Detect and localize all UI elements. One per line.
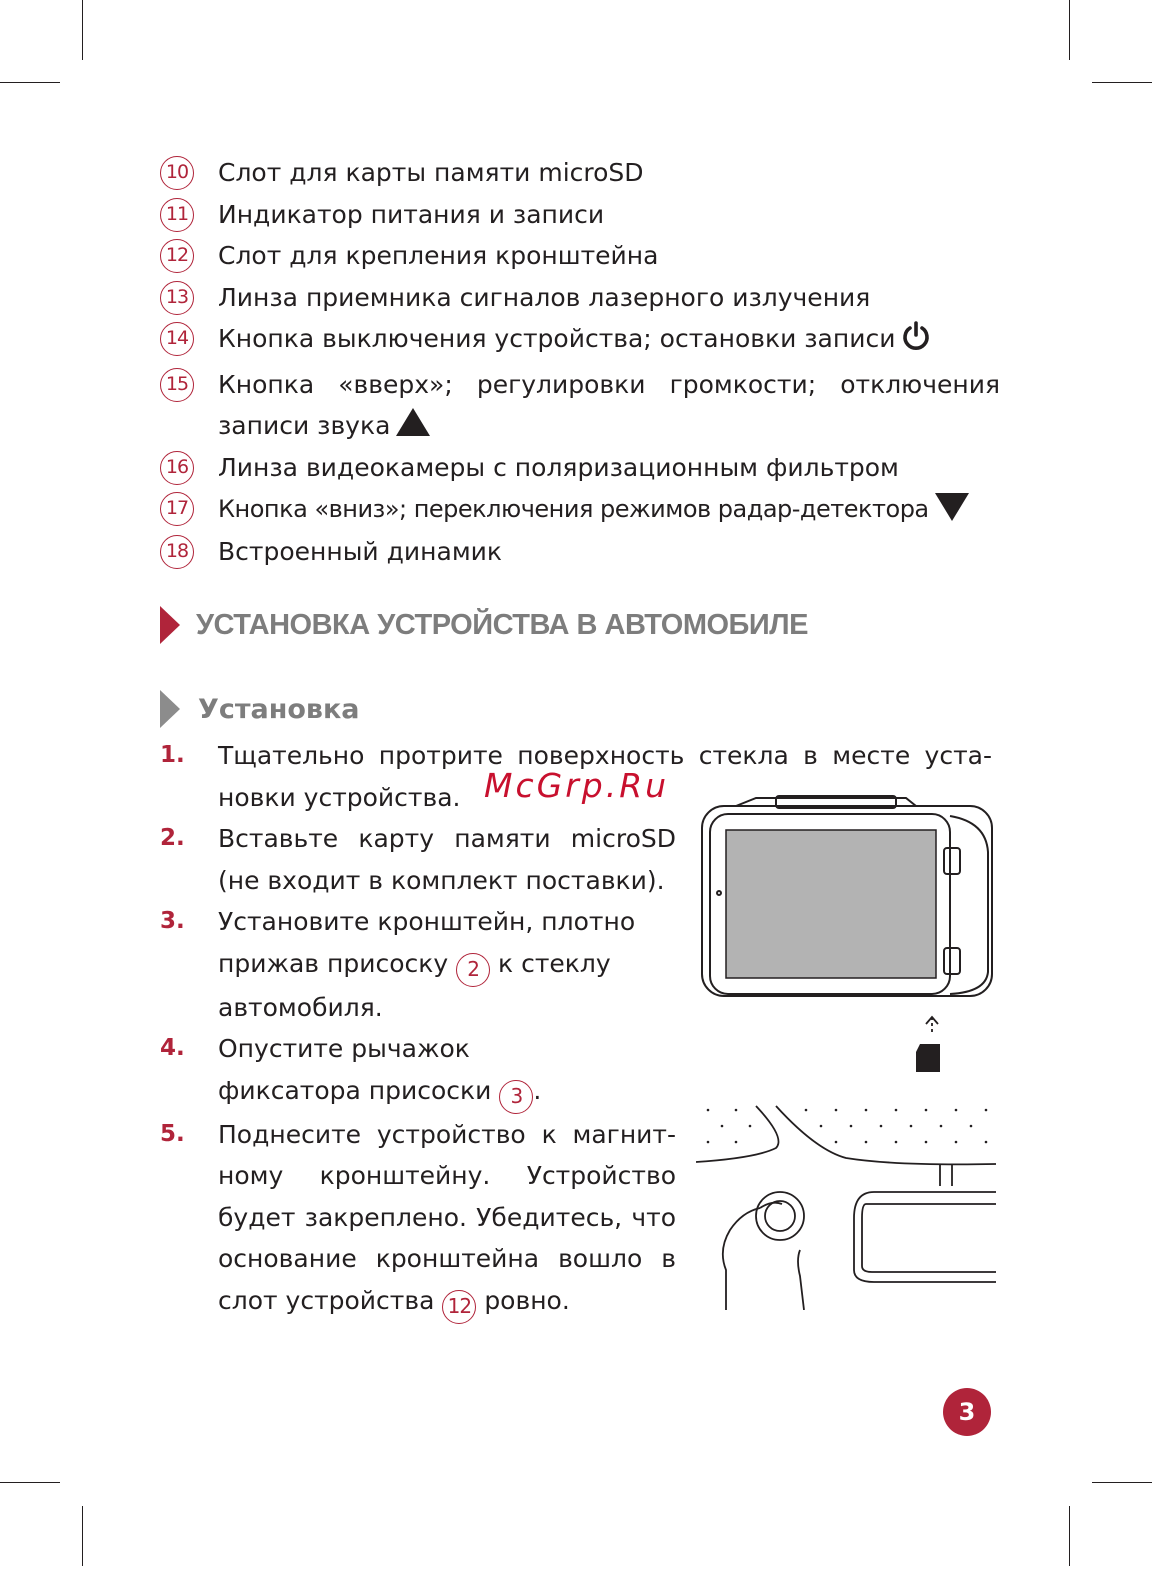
item-number-badge: 16 [160, 451, 194, 485]
crop-mark [1069, 0, 1070, 60]
legend-item [160, 235, 1000, 277]
legend-item [160, 447, 1000, 489]
legend-item [160, 364, 1000, 447]
subsection-marker-icon [160, 690, 180, 728]
legend-item [160, 488, 1000, 531]
component-legend [160, 152, 1000, 572]
step-text-block [218, 901, 676, 1028]
step-text: . [533, 1075, 542, 1105]
crop-mark [82, 1506, 83, 1566]
crop-mark [1092, 82, 1152, 83]
step-text: к стеклу автомобиля. [218, 948, 611, 1022]
crop-mark [1069, 1506, 1070, 1566]
item-number-badge: 18 [160, 535, 194, 569]
mount-illustration [696, 1100, 996, 1314]
legend-item-text: Индикатор питания и записи [218, 199, 605, 229]
step-text: Установите кронштейн, плотно прижав присоску [218, 907, 636, 978]
crop-mark [0, 1482, 60, 1483]
section-marker-icon [160, 606, 180, 644]
reference-badge: 3 [499, 1080, 533, 1114]
section-heading [160, 606, 808, 644]
legend-item-text: Слот для карты памяти microSD [218, 158, 644, 187]
device-illustration [696, 792, 996, 1086]
item-number-badge: 14 [160, 322, 194, 356]
step-text-block [218, 1114, 676, 1324]
crop-mark [0, 82, 60, 83]
legend-item-text: Кнопка «вниз»; переключения режимов радар-детектора [218, 495, 929, 523]
step-text-block [218, 1028, 618, 1114]
item-number-badge: 12 [160, 239, 194, 273]
reference-badge: 12 [442, 1290, 476, 1324]
page-number-badge: 3 [943, 1388, 991, 1436]
legend-item-text: Кнопка выключения устройства; остановки записи [218, 324, 896, 353]
item-number-badge: 11 [160, 198, 194, 232]
step-text: Тщательно протрите поверхность стекла в месте уста-новки устройства. [218, 741, 992, 812]
section-title: УСТАНОВКА УСТРОЙСТВА В АВТОМОБИЛЕ [196, 608, 808, 641]
legend-item [160, 318, 1000, 364]
triangle-up-icon [396, 408, 430, 436]
watermark: McGrp.Ru [484, 766, 670, 805]
crop-mark [82, 0, 83, 60]
legend-item [160, 194, 1000, 236]
step-text: Вставьте карту памяти microSD (не входит в комплект поставки). [218, 824, 676, 895]
subsection-heading [160, 690, 360, 728]
crop-mark [1092, 1482, 1152, 1483]
item-number-badge: 13 [160, 281, 194, 315]
legend-item-text: Кнопка «вверх»; регулировки громкости; отключения записи звука [218, 369, 1000, 440]
subsection-title: Установка [198, 693, 360, 725]
power-icon [901, 321, 931, 364]
step-text: Поднесите устройство к магнит-ному кронштейну. Устройство будет закреплено. Убедитесь, что основание кронштейна вошло в слот устройства [218, 1119, 676, 1315]
item-number-badge: 17 [160, 492, 194, 526]
legend-item-text: Встроенный динамик [218, 536, 503, 566]
legend-item [160, 277, 1000, 319]
item-number-badge: 10 [160, 156, 194, 190]
step-number: 3. [160, 908, 185, 934]
legend-item-text-block [218, 364, 1000, 447]
legend-item-text: Линза приемника сигналов лазерного излучения [218, 282, 871, 312]
triangle-down-icon [935, 493, 969, 521]
item-number-badge: 15 [160, 368, 194, 402]
step-text: Опустите рычажок фиксатора присоски [218, 1034, 492, 1105]
step-number: 5. [160, 1120, 185, 1147]
step-number: 1. [160, 742, 185, 768]
legend-item [160, 152, 1000, 194]
step-number: 4. [160, 1035, 185, 1061]
step-number: 2. [160, 825, 185, 851]
reference-badge: 2 [456, 953, 490, 987]
legend-item-text: Слот для крепления кронштейна [218, 241, 659, 270]
legend-item [160, 531, 1000, 573]
step-text: ровно. [484, 1285, 570, 1315]
legend-item-text: Линза видеокамеры с поляризационным фильтром [218, 452, 899, 482]
